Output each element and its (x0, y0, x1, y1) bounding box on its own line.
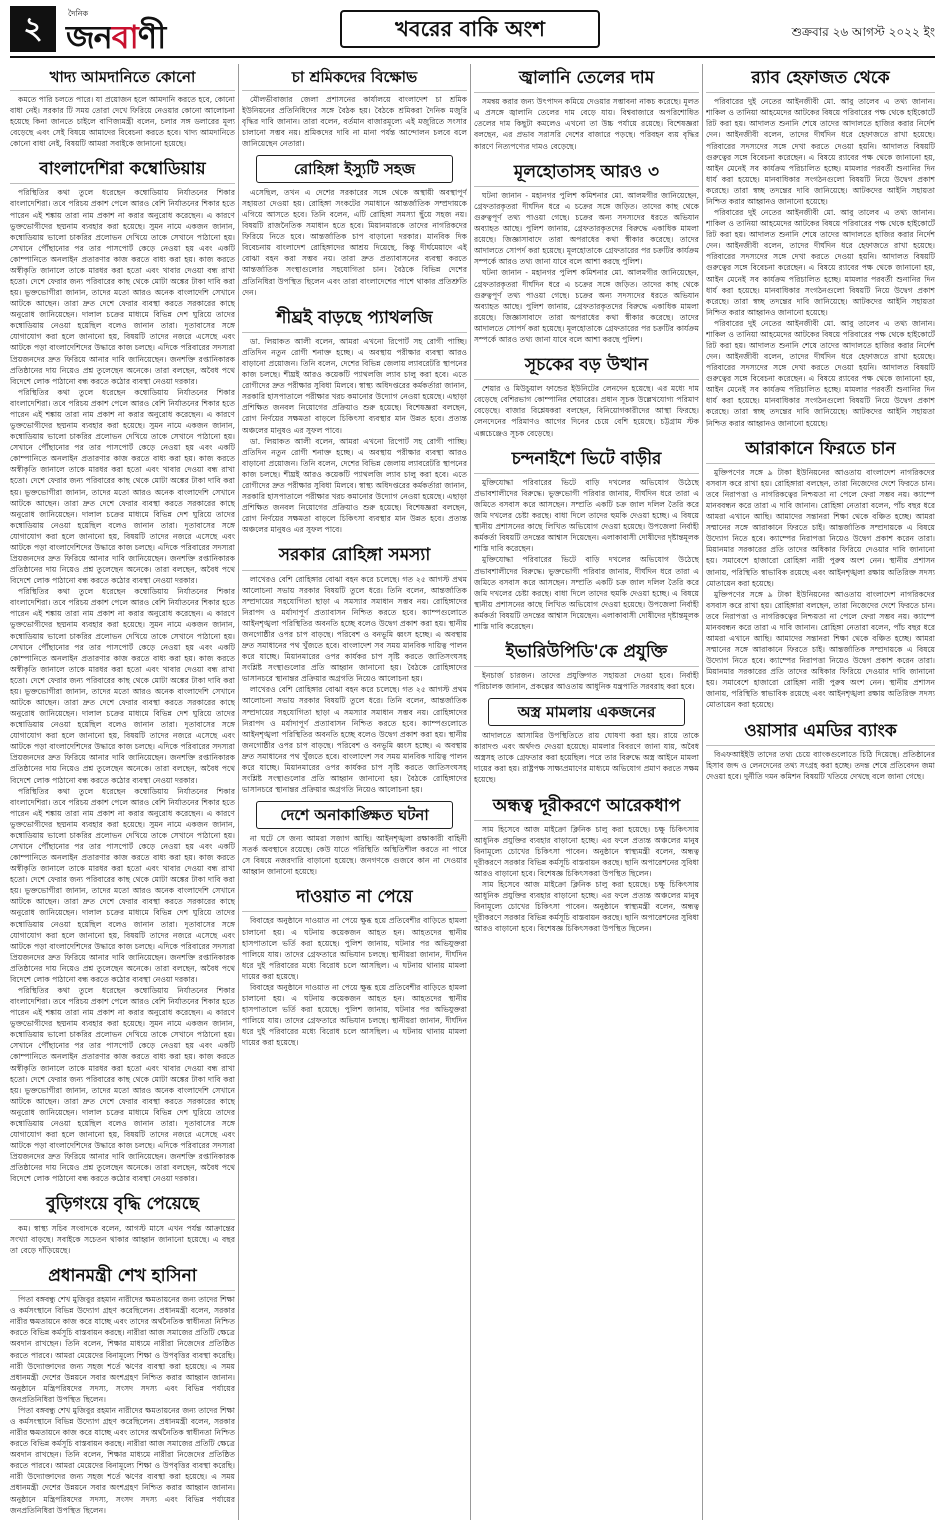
story-body: পিতা বঙ্গবন্ধু শেখ মুজিবুর রহমান নারীদের ক্ষমতায়নের জন্য তাদের শিক্ষা ও কর্মসংস্থানে বিভিন্ন উদ্যোগ গ্রহণ করেছিলেন। প্রধানমন্ত্রী বলেন, সরকার নারীর ক্ষমতায়নে কাজ করে যাচ্ছে এবং তাদের অর্থনৈতিক স্বাধীনতা নিশ্চিত করতে বিভিন্ন কর্মসূচি বাস্তবায়ন করছে। নারীরা আজ সমাজের প্রতিটি ক্ষেত্রে অবদান রাখছেন। তিনি বলেন, শিক্ষার মাধ্যমে নারীরা নিজেদের প্রতিষ্ঠিত করতে পারবে। আমরা মেয়েদের বিনামূল্যে শিক্ষা ও উপবৃত্তির ব্যবস্থা করেছি। নারী উদ্যোক্তাদের জন্য সহজ শর্তে ঋণের ব্যবস্থা করা হয়েছে। এ সময় প্রধানমন্ত্রী দেশের উন্নয়নে সবার অংশগ্রহণ নিশ্চিত করার আহ্বান জানান। অনুষ্ঠানে মন্ত্রিপরিষদের সদস্য, সংসদ সদস্য এবং বিভিন্ন পর্যায়ের জনপ্রতিনিধিরা উপস্থিত ছিলেন। (10, 1295, 235, 1404)
story-body-continued: ডা. লিয়াকত আলী বলেন, আমরা এখনো রিপোর্ট সহ রোগী পাচ্ছি। প্রতিদিন নতুন রোগী শনাক্ত হচ্ছে। এ অবস্থায় পরীক্ষার ব্যবস্থা আরও বাড়ানো প্রয়োজন। তিনি বলেন, দেশের বিভিন্ন জেলায় ল্যাবরেটরি স্থাপনের কাজ চলছে। শীঘ্রই আরও কয়েকটি প্যাথলজি ল্যাব চালু করা হবে। এতে রোগীদের দ্রুত পরীক্ষার সুবিধা মিলবে। স্বাস্থ্য অধিদপ্তরের কর্মকর্তারা জানান, সরকারি হাসপাতালে পরীক্ষার খরচ কমানোর উদ্যোগ নেওয়া হয়েছে। এছাড়া প্রশিক্ষিত জনবল নিয়োগের প্রক্রিয়াও শুরু হয়েছে। বিশেষজ্ঞরা বলছেন, রোগ নির্ণয়ের সক্ষমতা বাড়লে চিকিৎসা ব্যবস্থার মান উন্নত হবে। প্রত্যন্ত অঞ্চলের মানুষও এর সুফল পাবে। (242, 436, 467, 535)
story-buriganga (10, 1190, 235, 1255)
story-headline: প্রধানমন্ত্রী শেখ হাসিনা (10, 1262, 235, 1291)
story-body: বিএফআইইউ তাদের তথ্য চেয়ে ব্যাংকগুলোতে চিঠি দিয়েছে। প্রতিষ্ঠানের হিসাব জব্দ ও লেনদেনের তথ্য সংগ্রহ করা হচ্ছে। তদন্ত শেষে প্রতিবেদন জমা দেওয়া হবে। দুর্নীতি দমন কমিশন বিষয়টি খতিয়ে দেখছে বলে জানা গেছে। (706, 749, 935, 781)
newspaper-logo (62, 6, 232, 56)
story-body: আদালতে আসামির উপস্থিতিতে রায় ঘোষণা করা হয়। রায়ে তাকে কারাদণ্ড এবং অর্থদণ্ড দেওয়া হয়েছে। মামলার বিবরণে জানা যায়, অবৈধ অস্ত্রসহ তাকে গ্রেফতার করা হয়েছিল। পরে তার বিরুদ্ধে অস্ত্র আইনে মামলা দায়ের করা হয়। রাষ্ট্রপক্ষ সাক্ষ্যপ্রমাণের মাধ্যমে অভিযোগ প্রমাণ করতে সক্ষম হয়েছে। (474, 731, 699, 785)
story-body: পরিস্থিতির কথা তুলে ধরেছেন কম্বোডিয়ায় নির্যাতনের শিকার বাংলাদেশিরা। তবে পরিচয় প্রকাশ পেলে আরও বেশি নির্যাতনের শিকার হতে পারেন এই শঙ্কায় তারা নাম প্রকাশ না করার অনুরোধ করেছেন। এ কারণে ভুক্তভোগীদের ছদ্মনাম ব্যবহার করা হয়েছে। সুমন নামে একজন জানান, কম্বোডিয়ায় ভালো চাকরির প্রলোভন দেখিয়ে তাকে সেখানে পাঠানো হয়। সেখানে পৌঁছানোর পর তার পাসপোর্ট কেড়ে নেওয়া হয় এবং একটি কোম্পানিতে অনলাইন প্রতারণার কাজ করতে বাধ্য করা হয়। কাজ করতে অস্বীকৃতি জানালে তাকে মারধর করা হতো এবং খাবার দেওয়া বন্ধ রাখা হতো। দেশে ফেরার জন্য পরিবারের কাছ থেকে মোটা অঙ্কের টাকা দাবি করা হয়। ভুক্তভোগীরা জানান, তাদের মতো আরও অনেক বাংলাদেশি সেখানে আটকে আছেন। তারা দ্রুত দেশে ফেরার ব্যবস্থা করতে সরকারের কাছে অনুরোধ জানিয়েছেন। দালাল চক্রের মাধ্যমে বিভিন্ন দেশ ঘুরিয়ে তাদের কম্বোডিয়ায় নেওয়া হয়েছিল বলেও জানান তারা। দূতাবাসের সঙ্গে যোগাযোগ করা হলে জানানো হয়, বিষয়টি তাদের নজরে এসেছে এবং আটকে পড়া বাংলাদেশিদের উদ্ধারে কাজ চলছে। এদিকে পরিবারের সদস্যরা প্রিয়জনদের দ্রুত ফিরিয়ে আনার দাবি জানিয়েছেন। জনশক্তি রপ্তানিকারক প্রতিষ্ঠানের দায় নিয়েও প্রশ্ন তুলেছেন অনেকে। তারা বলছেন, অবৈধ পথে বিদেশে লোক পাঠানো বন্ধ করতে কঠোর ব্যবস্থা নেওয়া দরকার। (10, 188, 235, 386)
column-4 (706, 64, 935, 1520)
story-headline: র‍্যাব হেফাজত থেকে (706, 64, 935, 93)
story-stock-index (474, 351, 699, 439)
story-body: পরিবারের দুই নেতের আইনজীবী মো. আবু তালেব এ তথ্য জানান। শাকিল ও তানিয়া আহমেদের আটকের বিষয়ে পরিবারের পক্ষ থেকে হাইকোর্টে রিট করা হয়। আদালত শুনানি শেষে তাদের আদালতে হাজির করার নির্দেশ দেন। আইনজীবী বলেন, তাদের দীর্ঘদিন ধরে হেফাজতে রাখা হয়েছে। পরিবারের সদস্যদের সঙ্গে দেখা করতে দেওয়া হয়নি। আদালত বিষয়টি গুরুত্বের সঙ্গে বিবেচনা করেছেন। এ বিষয়ে র‍্যাবের পক্ষ থেকে জানানো হয়, আইন মেনেই সব কার্যক্রম পরিচালিত হচ্ছে। মামলার পরবর্তী শুনানির দিন ধার্য করা হয়েছে। মানবাধিকার সংগঠনগুলো বিষয়টি নিয়ে উদ্বেগ প্রকাশ করেছে। তারা স্বচ্ছ তদন্তের দাবি জানিয়েছে। আটকদের আইনি সহায়তা নিশ্চিত করার আহ্বানও জানানো হয়েছে। (706, 97, 935, 206)
story-body: না ঘটে সে জন্য আমরা সজাগ আছি। আইনশৃঙ্খলা রক্ষাকারী বাহিনী সতর্ক অবস্থানে রয়েছে। কেউ যাতে পরিস্থিতি অস্থিতিশীল করতে না পারে সে বিষয়ে নজরদারি বাড়ানো হয়েছে। জনগণকে গুজবে কান না দেওয়ার আহ্বান জানানো হয়েছে। (242, 833, 467, 877)
story-headline: অস্ত্র মামলায় একজনের (488, 698, 685, 726)
story-body-continued: পরিস্থিতির কথা তুলে ধরেছেন কম্বোডিয়ায় নির্যাতনের শিকার বাংলাদেশিরা। তবে পরিচয় প্রকাশ পেলে আরও বেশি নির্যাতনের শিকার হতে পারেন এই শঙ্কায় তারা নাম প্রকাশ না করার অনুরোধ করেছেন। এ কারণে ভুক্তভোগীদের ছদ্মনাম ব্যবহার করা হয়েছে। সুমন নামে একজন জানান, কম্বোডিয়ায় ভালো চাকরির প্রলোভন দেখিয়ে তাকে সেখানে পাঠানো হয়। সেখানে পৌঁছানোর পর তার পাসপোর্ট কেড়ে নেওয়া হয় এবং একটি কোম্পানিতে অনলাইন প্রতারণার কাজ করতে বাধ্য করা হয়। কাজ করতে অস্বীকৃতি জানালে তাকে মারধর করা হতো এবং খাবার দেওয়া বন্ধ রাখা হতো। দেশে ফেরার জন্য পরিবারের কাছ থেকে মোটা অঙ্কের টাকা দাবি করা হয়। ভুক্তভোগীরা জানান, তাদের মতো আরও অনেক বাংলাদেশি সেখানে আটকে আছেন। তারা দ্রুত দেশে ফেরার ব্যবস্থা করতে সরকারের কাছে অনুরোধ জানিয়েছেন। দালাল চক্রের মাধ্যমে বিভিন্ন দেশ ঘুরিয়ে তাদের কম্বোডিয়ায় নেওয়া হয়েছিল বলেও জানান তারা। দূতাবাসের সঙ্গে যোগাযোগ করা হলে জানানো হয়, বিষয়টি তাদের নজরে এসেছে এবং আটকে পড়া বাংলাদেশিদের উদ্ধারে কাজ চলছে। এদিকে পরিবারের সদস্যরা প্রিয়জনদের দ্রুত ফিরিয়ে আনার দাবি জানিয়েছেন। জনশক্তি রপ্তানিকারক প্রতিষ্ঠানের দায় নিয়েও প্রশ্ন তুলেছেন অনেকে। তারা বলছেন, অবৈধ পথে বিদেশে লোক পাঠানো বন্ধ করতে কঠোর ব্যবস্থা নেওয়া দরকার। (10, 387, 235, 586)
logo-part-1: জন (66, 18, 112, 56)
story-food-import (10, 64, 235, 149)
logo-part-2: াণী (137, 18, 166, 56)
story-body: মুক্তিযোদ্ধা পরিবারের ভিটে বাড়ি দখলের অভিযোগ উঠেছে প্রভাবশালীদের বিরুদ্ধে। ভুক্তভোগী পরিবার জানায়, দীর্ঘদিন ধরে তারা এ জমিতে বসবাস করে আসছেন। সম্প্রতি একটি চক্র জাল দলিল তৈরি করে জমি দখলের চেষ্টা করছে। বাধা দিলে তাদের হুমকি দেওয়া হচ্ছে। এ বিষয়ে স্থানীয় প্রশাসনের কাছে লিখিত অভিযোগ দেওয়া হয়েছে। উপজেলা নির্বাহী কর্মকর্তা বিষয়টি তদন্তের আশ্বাস দিয়েছেন। এলাকাবাসী দোষীদের দৃষ্টান্তমূলক শাস্তি দাবি করেছেন। (474, 477, 699, 554)
story-prime-minister (10, 1262, 235, 1516)
story-headline: খাদ্য আমদানিতে কোনো (10, 64, 235, 91)
column-1 (10, 64, 235, 1520)
story-headline: আরাকানে ফিরতে চান (706, 435, 935, 464)
column-3 (474, 64, 699, 1520)
story-body-continued: পরিস্থিতির কথা তুলে ধরেছেন কম্বোডিয়ায় নির্যাতনের শিকার বাংলাদেশিরা। তবে পরিচয় প্রকাশ পেলে আরও বেশি নির্যাতনের শিকার হতে পারেন এই শঙ্কায় তারা নাম প্রকাশ না করার অনুরোধ করেছেন। এ কারণে ভুক্তভোগীদের ছদ্মনাম ব্যবহার করা হয়েছে। সুমন নামে একজন জানান, কম্বোডিয়ায় ভালো চাকরির প্রলোভন দেখিয়ে তাকে সেখানে পাঠানো হয়। সেখানে পৌঁছানোর পর তার পাসপোর্ট কেড়ে নেওয়া হয় এবং একটি কোম্পানিতে অনলাইন প্রতারণার কাজ করতে বাধ্য করা হয়। কাজ করতে অস্বীকৃতি জানালে তাকে মারধর করা হতো এবং খাবার দেওয়া বন্ধ রাখা হতো। দেশে ফেরার জন্য পরিবারের কাছ থেকে মোটা অঙ্কের টাকা দাবি করা হয়। ভুক্তভোগীরা জানান, তাদের মতো আরও অনেক বাংলাদেশি সেখানে আটকে আছেন। তারা দ্রুত দেশে ফেরার ব্যবস্থা করতে সরকারের কাছে অনুরোধ জানিয়েছেন। দালাল চক্রের মাধ্যমে বিভিন্ন দেশ ঘুরিয়ে তাদের কম্বোডিয়ায় নেওয়া হয়েছিল বলেও জানান তারা। দূতাবাসের সঙ্গে যোগাযোগ করা হলে জানানো হয়, বিষয়টি তাদের নজরে এসেছে এবং আটকে পড়া বাংলাদেশিদের উদ্ধারে কাজ চলছে। এদিকে পরিবারের সদস্যরা প্রিয়জনদের দ্রুত ফিরিয়ে আনার দাবি জানিয়েছেন। জনশক্তি রপ্তানিকারক প্রতিষ্ঠানের দায় নিয়েও প্রশ্ন তুলেছেন অনেকে। তারা বলছেন, অবৈধ পথে বিদেশে লোক পাঠানো বন্ধ করতে কঠোর ব্যবস্থা নেওয়া দরকার। (10, 986, 235, 1184)
story-headline: ইভারিউপিডি'কে প্রযুক্তি (474, 638, 699, 667)
story-chandanaish (474, 445, 699, 632)
story-body: ডা. লিয়াকত আলী বলেন, আমরা এখনো রিপোর্ট সহ রোগী পাচ্ছি। প্রতিদিন নতুন রোগী শনাক্ত হচ্ছে। এ অবস্থায় পরীক্ষার ব্যবস্থা আরও বাড়ানো প্রয়োজন। তিনি বলেন, দেশের বিভিন্ন জেলায় ল্যাবরেটরি স্থাপনের কাজ চলছে। শীঘ্রই আরও কয়েকটি প্যাথলজি ল্যাব চালু করা হবে। এতে রোগীদের দ্রুত পরীক্ষার সুবিধা মিলবে। স্বাস্থ্য অধিদপ্তরের কর্মকর্তারা জানান, সরকারি হাসপাতালে পরীক্ষার খরচ কমানোর উদ্যোগ নেওয়া হয়েছে। এছাড়া প্রশিক্ষিত জনবল নিয়োগের প্রক্রিয়াও শুরু হয়েছে। বিশেষজ্ঞরা বলছেন, রোগ নির্ণয়ের সক্ষমতা বাড়লে চিকিৎসা ব্যবস্থার মান উন্নত হবে। প্রত্যন্ত অঞ্চলের মানুষও এর সুফল পাবে। (242, 336, 467, 435)
column-divider (238, 64, 239, 1520)
column-divider (470, 64, 471, 1520)
column-divider (702, 64, 703, 1520)
story-arakan (706, 435, 935, 711)
story-body: সমন্বয় করার জন্য উৎপাদন কমিয়ে দেওয়ার সম্ভাবনা নাকচ করেছে। মূলত এ প্রসঙ্গে জ্বালানি তেলের দাম বেড়ে যায়। বিশ্ববাজারে অপরিশোধিত তেলের দাম কিছুটা কমলেও এখনো তা উচ্চ পর্যায়ে রয়েছে। বিশেষজ্ঞরা বলছেন, এর প্রভাব সরাসরি দেশের বাজারে পড়ছে। পরিবহন ব্যয় বৃদ্ধির কারণে নিত্যপণ্যের দামও বেড়েছে। (474, 97, 699, 151)
story-tea-workers (242, 64, 467, 149)
story-body-continued: পরিস্থিতির কথা তুলে ধরেছেন কম্বোডিয়ায় নির্যাতনের শিকার বাংলাদেশিরা। তবে পরিচয় প্রকাশ পেলে আরও বেশি নির্যাতনের শিকার হতে পারেন এই শঙ্কায় তারা নাম প্রকাশ না করার অনুরোধ করেছেন। এ কারণে ভুক্তভোগীদের ছদ্মনাম ব্যবহার করা হয়েছে। সুমন নামে একজন জানান, কম্বোডিয়ায় ভালো চাকরির প্রলোভন দেখিয়ে তাকে সেখানে পাঠানো হয়। সেখানে পৌঁছানোর পর তার পাসপোর্ট কেড়ে নেওয়া হয় এবং একটি কোম্পানিতে অনলাইন প্রতারণার কাজ করতে বাধ্য করা হয়। কাজ করতে অস্বীকৃতি জানালে তাকে মারধর করা হতো এবং খাবার দেওয়া বন্ধ রাখা হতো। দেশে ফেরার জন্য পরিবারের কাছ থেকে মোটা অঙ্কের টাকা দাবি করা হয়। ভুক্তভোগীরা জানান, তাদের মতো আরও অনেক বাংলাদেশি সেখানে আটকে আছেন। তারা দ্রুত দেশে ফেরার ব্যবস্থা করতে সরকারের কাছে অনুরোধ জানিয়েছেন। দালাল চক্রের মাধ্যমে বিভিন্ন দেশ ঘুরিয়ে তাদের কম্বোডিয়ায় নেওয়া হয়েছিল বলেও জানান তারা। দূতাবাসের সঙ্গে যোগাযোগ করা হলে জানানো হয়, বিষয়টি তাদের নজরে এসেছে এবং আটকে পড়া বাংলাদেশিদের উদ্ধারে কাজ চলছে। এদিকে পরিবারের সদস্যরা প্রিয়জনদের দ্রুত ফিরিয়ে আনার দাবি জানিয়েছেন। জনশক্তি রপ্তানিকারক প্রতিষ্ঠানের দায় নিয়েও প্রশ্ন তুলেছেন অনেকে। তারা বলছেন, অবৈধ পথে বিদেশে লোক পাঠানো বন্ধ করতে কঠোর ব্যবস্থা নেওয়া দরকার। (10, 786, 235, 984)
story-headline: চা শ্রমিকদের বিক্ষোভ (242, 64, 467, 91)
story-blindness (474, 792, 699, 935)
story-body-continued: পিতা বঙ্গবন্ধু শেখ মুজিবুর রহমান নারীদের ক্ষমতায়নের জন্য তাদের শিক্ষা ও কর্মসংস্থানে বিভিন্ন উদ্যোগ গ্রহণ করেছিলেন। প্রধানমন্ত্রী বলেন, সরকার নারীর ক্ষমতায়নে কাজ করে যাচ্ছে এবং তাদের অর্থনৈতিক স্বাধীনতা নিশ্চিত করতে বিভিন্ন কর্মসূচি বাস্তবায়ন করছে। নারীরা আজ সমাজের প্রতিটি ক্ষেত্রে অবদান রাখছেন। তিনি বলেন, শিক্ষার মাধ্যমে নারীরা নিজেদের প্রতিষ্ঠিত করতে পারবে। আমরা মেয়েদের বিনামূল্যে শিক্ষা ও উপবৃত্তির ব্যবস্থা করেছি। নারী উদ্যোক্তাদের জন্য সহজ শর্তে ঋণের ব্যবস্থা করা হয়েছে। এ সময় প্রধানমন্ত্রী দেশের উন্নয়নে সবার অংশগ্রহণ নিশ্চিত করার আহ্বান জানান। অনুষ্ঠানে মন্ত্রিপরিষদের সদস্য, সংসদ সদস্য এবং বিভিন্ন পর্যায়ের জনপ্রতিনিধিরা উপস্থিত ছিলেন। (10, 1405, 235, 1515)
story-headline: দেশে অনাকাঙ্ক্ষিত ঘটনা (256, 801, 453, 829)
story-body-continued: পরিস্থিতির কথা তুলে ধরেছেন কম্বোডিয়ায় নির্যাতনের শিকার বাংলাদেশিরা। তবে পরিচয় প্রকাশ পেলে আরও বেশি নির্যাতনের শিকার হতে পারেন এই শঙ্কায় তারা নাম প্রকাশ না করার অনুরোধ করেছেন। এ কারণে ভুক্তভোগীদের ছদ্মনাম ব্যবহার করা হয়েছে। সুমন নামে একজন জানান, কম্বোডিয়ায় ভালো চাকরির প্রলোভন দেখিয়ে তাকে সেখানে পাঠানো হয়। সেখানে পৌঁছানোর পর তার পাসপোর্ট কেড়ে নেওয়া হয় এবং একটি কোম্পানিতে অনলাইন প্রতারণার কাজ করতে বাধ্য করা হয়। কাজ করতে অস্বীকৃতি জানালে তাকে মারধর করা হতো এবং খাবার দেওয়া বন্ধ রাখা হতো। দেশে ফেরার জন্য পরিবারের কাছ থেকে মোটা অঙ্কের টাকা দাবি করা হয়। ভুক্তভোগীরা জানান, তাদের মতো আরও অনেক বাংলাদেশি সেখানে আটকে আছেন। তারা দ্রুত দেশে ফেরার ব্যবস্থা করতে সরকারের কাছে অনুরোধ জানিয়েছেন। দালাল চক্রের মাধ্যমে বিভিন্ন দেশ ঘুরিয়ে তাদের কম্বোডিয়ায় নেওয়া হয়েছিল বলেও জানান তারা। দূতাবাসের সঙ্গে যোগাযোগ করা হলে জানানো হয়, বিষয়টি তাদের নজরে এসেছে এবং আটকে পড়া বাংলাদেশিদের উদ্ধারে কাজ চলছে। এদিকে পরিবারের সদস্যরা প্রিয়জনদের দ্রুত ফিরিয়ে আনার দাবি জানিয়েছেন। জনশক্তি রপ্তানিকারক প্রতিষ্ঠানের দায় নিয়েও প্রশ্ন তুলেছেন অনেকে। তারা বলছেন, অবৈধ পথে বিদেশে লোক পাঠানো বন্ধ করতে কঠোর ব্যবস্থা নেওয়া দরকার। (10, 587, 235, 785)
story-invitation (242, 883, 467, 1048)
story-headline: সূচকের বড় উত্থান (474, 351, 699, 380)
story-body: এসেছিল, তখন এ দেশের সরকারের সঙ্গে থেকে অস্থায়ী অবস্থাপূর্ণ সহায়তা দেওয়া হয়। রোহিঙ্গা সংকটের সমাধানে আন্তর্জাতিক সম্প্রদায়কে এগিয়ে আসতে হবে। তিনি বলেন, এটি রোহিঙ্গা সমস্যা ছুঁয়ে সহজ নয়। বিষয়টি রাজনৈতিক সমাধান হতে হবে। মিয়ানমারকে তাদের নাগরিকদের ফিরিয়ে নিতে হবে। আন্তর্জাতিক চাপ বাড়ানো দরকার। মানবিক দিক বিবেচনায় বাংলাদেশ রোহিঙ্গাদের আশ্রয় দিয়েছে, কিন্তু দীর্ঘমেয়াদে এই বোঝা বহন করা সম্ভব নয়। তারা দ্রুত প্রত্যাবাসনের ব্যবস্থা করতে আন্তর্জাতিক সংস্থাগুলোর সহযোগিতা চান। বৈঠকে বিভিন্ন দেশের প্রতিনিধিরা উপস্থিত ছিলেন এবং তারা বাংলাদেশের পাশে থাকার প্রতিশ্রুতি দেন। (242, 187, 467, 297)
story-body: মৌলভীবাজার জেলা প্রশাসনের কার্যালয়ে বাংলাদেশ চা শ্রমিক ইউনিয়নের প্রতিনিধিদের সঙ্গে বৈঠক হয়। বৈঠকে শ্রমিকরা দৈনিক মজুরি বৃদ্ধির দাবি জানান। তারা বলেন, বর্তমান বাজারমূল্যে এই মজুরিতে সংসার চালানো সম্ভব নয়। শ্রমিকদের দাবি না মানা পর্যন্ত আন্দোলন চলবে বলে জানিয়েছেন নেতারা। (242, 94, 467, 149)
story-headline: মূলহোতাসহ আরও ৩ (474, 158, 699, 187)
story-body: শেয়ার ও মিউচুয়াল ফান্ডের ইউনিটের লেনদেন হয়েছে। এর মধ্যে দাম বেড়েছে বেশিরভাগ কোম্পানির শেয়ারের। প্রধান সূচক উল্লেখযোগ্য পরিমাণ বেড়েছে। বাজার বিশ্লেষকরা বলছেন, বিনিয়োগকারীদের আস্থা ফিরছে। লেনদেনের পরিমাণও আগের দিনের চেয়ে বেশি হয়েছে। চট্টগ্রাম স্টক এক্সচেঞ্জেও সূচক বেড়েছে। (474, 384, 699, 438)
story-body-continued: পরিবারের দুই নেতের আইনজীবী মো. আবু তালেব এ তথ্য জানান। শাকিল ও তানিয়া আহমেদের আটকের বিষয়ে পরিবারের পক্ষ থেকে হাইকোর্টে রিট করা হয়। আদালত শুনানি শেষে তাদের আদালতে হাজির করার নির্দেশ দেন। আইনজীবী বলেন, তাদের দীর্ঘদিন ধরে হেফাজতে রাখা হয়েছে। পরিবারের সদস্যদের সঙ্গে দেখা করতে দেওয়া হয়নি। আদালত বিষয়টি গুরুত্বের সঙ্গে বিবেচনা করেছেন। এ বিষয়ে র‍্যাবের পক্ষ থেকে জানানো হয়, আইন মেনেই সব কার্যক্রম পরিচালিত হচ্ছে। মামলার পরবর্তী শুনানির দিন ধার্য করা হয়েছে। মানবাধিকার সংগঠনগুলো বিষয়টি নিয়ে উদ্বেগ প্রকাশ করেছে। তারা স্বচ্ছ তদন্তের দাবি জানিয়েছে। আটকদের আইনি সহায়তা নিশ্চিত করার আহ্বানও জানানো হয়েছে। (706, 208, 935, 317)
story-body-continued: মুক্তিযোদ্ধা পরিবারের ভিটে বাড়ি দখলের অভিযোগ উঠেছে প্রভাবশালীদের বিরুদ্ধে। ভুক্তভোগী পরিবার জানায়, দীর্ঘদিন ধরে তারা এ জমিতে বসবাস করে আসছেন। সম্প্রতি একটি চক্র জাল দলিল তৈরি করে জমি দখলের চেষ্টা করছে। বাধা দিলে তাদের হুমকি দেওয়া হচ্ছে। এ বিষয়ে স্থানীয় প্রশাসনের কাছে লিখিত অভিযোগ দেওয়া হয়েছে। উপজেলা নির্বাহী কর্মকর্তা বিষয়টি তদন্তের আশ্বাস দিয়েছেন। এলাকাবাসী দোষীদের দৃষ্টান্তমূলক শাস্তি দাবি করেছেন। (474, 555, 699, 631)
logo-wordmark (66, 12, 165, 66)
story-unwanted-incident (242, 801, 467, 877)
story-body: ইনচার্জ চারজন। তাদের প্রযুক্তিগত সহায়তা দেওয়া হবে। নির্বাহী পরিচালক জানান, প্রকল্পের আওতায় আধুনিক যন্ত্রপাতি সরবরাহ করা হবে। (474, 671, 699, 692)
story-body: মুক্তিপণের সঙ্গে ৯ টাকা ইউনিয়নের আওতায় বাংলাদেশ নাগরিকদের বসবাস করে রাখা হয়। রোহিঙ্গারা বলছেন, তারা নিজেদের দেশে ফিরতে চান। তবে নিরাপত্তা ও নাগরিকত্বের নিশ্চয়তা না পেলে ফেরা সম্ভব নয়। ক্যাম্পে মানববন্ধন করে তারা এ দাবি জানান। রোহিঙ্গা নেতারা বলেন, পাঁচ বছর ধরে আমরা এখানে আছি। আমাদের সন্তানরা শিক্ষা থেকে বঞ্চিত হচ্ছে। আমরা সম্মানের সঙ্গে আরাকানে ফিরতে চাই। আন্তর্জাতিক সম্প্রদায়কে এ বিষয়ে উদ্যোগ নিতে হবে। ক্যাম্পের নিরাপত্তা নিয়েও উদ্বেগ প্রকাশ করেন তারা। মিয়ানমার সরকারের প্রতি তাদের অধিকার ফিরিয়ে দেওয়ার দাবি জানানো হয়। সমাবেশে হাজারো রোহিঙ্গা নারী পুরুষ অংশ নেন। স্থানীয় প্রশাসন জানায়, পরিস্থিতি স্বাভাবিক রয়েছে এবং আইনশৃঙ্খলা রক্ষায় অতিরিক্ত সদস্য মোতায়েন করা হয়েছে। (706, 467, 935, 588)
story-body: ঘটনা জানান - মহানগর পুলিশ কমিশনার মো. আলমগীর জানিয়েছেন, গ্রেফতারকৃতরা দীর্ঘদিন ধরে এ চক্রের সঙ্গে জড়িত। তাদের কাছ থেকে গুরুত্বপূর্ণ তথ্য পাওয়া গেছে। চক্রের অন্য সদস্যদের ধরতে অভিযান অব্যাহত আছে। পুলিশ জানায়, গ্রেফতারকৃতদের বিরুদ্ধে একাধিক মামলা রয়েছে। জিজ্ঞাসাবাদে তারা অপরাধের কথা স্বীকার করেছে। তাদের আদালতে সোপর্দ করা হয়েছে। মূলহোতাকে গ্রেফতারের পর চক্রটির কার্যক্রম সম্পর্কে আরও তথ্য জানা যাবে বলে আশা করছে পুলিশ। (474, 190, 699, 267)
story-headline: রোহিঙ্গা ইস্যুটি সহজ (256, 155, 453, 183)
logo-subtitle: দৈনিক (68, 9, 89, 18)
story-body-continued: লাখেরও বেশি রোহিঙ্গার বোঝা বহন করে চলেছে। গত ২৫ আগস্ট প্রথম আলোচনা সভায় সরকার বিষয়টি তুলে ধরে। তিনি বলেন, আন্তর্জাতিক সম্প্রদায়ের সহযোগিতা ছাড়া এ সমস্যার সমাধান সম্ভব নয়। রোহিঙ্গাদের নিরাপদ ও মর্যাদাপূর্ণ প্রত্যাবাসন নিশ্চিত করতে হবে। ক্যাম্পগুলোতে আইনশৃঙ্খলা পরিস্থিতির অবনতি হচ্ছে বলেও উদ্বেগ প্রকাশ করা হয়। স্থানীয় জনগোষ্ঠীর ওপর চাপ বাড়ছে। পরিবেশ ও বনভূমি ধ্বংস হচ্ছে। এ অবস্থায় দ্রুত সমাধানের পথ খুঁজতে হবে। বাংলাদেশ সব সময় মানবিক দায়িত্ব পালন করে যাচ্ছে। মিয়ানমারের ওপর কার্যকর চাপ সৃষ্টি করতে জাতিসংঘসহ সংশ্লিষ্ট সংস্থাগুলোর প্রতি আহ্বান জানানো হয়। বৈঠকে রোহিঙ্গাদের ভাসানচরে স্থানান্তর প্রক্রিয়ার অগ্রগতি নিয়েও আলোচনা হয়। (242, 685, 467, 795)
story-headline: সরকার রোহিঙ্গা সমস্যা (242, 541, 467, 570)
story-ringleader (474, 158, 699, 345)
story-body: কমতে পারি চলতে পারে। যা প্রয়োজন হলে আমদানি করতে হবে, কোনো বাধা নেই। সরকার টি সময় তোরা দেখে ফিরিয়ে নেওয়ার কোনো আলোচনা হয়েছে কিনা জানতে চাইলে বাণিজ্যমন্ত্রী বলেন, চলার সঙ্গ ডলারের মূল্য বেড়েছে এবং সেই বিষয়ে আমাদের বিবেচনা করতে হবে। খাদ্য আমদানিতে কোনো বাধা নেই, বিষয়টি আমরা সবাইকে জানানো হয়েছে। (10, 94, 235, 149)
story-body: লাখেরও বেশি রোহিঙ্গার বোঝা বহন করে চলেছে। গত ২৫ আগস্ট প্রথম আলোচনা সভায় সরকার বিষয়টি তুলে ধরে। তিনি বলেন, আন্তর্জাতিক সম্প্রদায়ের সহযোগিতা ছাড়া এ সমস্যার সমাধান সম্ভব নয়। রোহিঙ্গাদের নিরাপদ ও মর্যাদাপূর্ণ প্রত্যাবাসন নিশ্চিত করতে হবে। ক্যাম্পগুলোতে আইনশৃঙ্খলা পরিস্থিতির অবনতি হচ্ছে বলেও উদ্বেগ প্রকাশ করা হয়। স্থানীয় জনগোষ্ঠীর ওপর চাপ বাড়ছে। পরিবেশ ও বনভূমি ধ্বংস হচ্ছে। এ অবস্থায় দ্রুত সমাধানের পথ খুঁজতে হবে। বাংলাদেশ সব সময় মানবিক দায়িত্ব পালন করে যাচ্ছে। মিয়ানমারের ওপর কার্যকর চাপ সৃষ্টি করতে জাতিসংঘসহ সংশ্লিষ্ট সংস্থাগুলোর প্রতি আহ্বান জানানো হয়। বৈঠকে রোহিঙ্গাদের ভাসানচরে স্থানান্তর প্রক্রিয়ার অগ্রগতি নিয়েও আলোচনা হয়। (242, 574, 467, 684)
masthead (10, 6, 935, 58)
page-number: ২ (10, 6, 56, 52)
story-headline: বুড়িগংয়ে বৃদ্ধি পেয়েছে (10, 1190, 235, 1219)
story-rohingya-issue (242, 155, 467, 298)
story-headline: শীঘ্রই বাড়ছে প্যাথলজি (242, 304, 467, 333)
story-body: বিবাহের অনুষ্ঠানে দাওয়াত না পেয়ে ক্ষুব্ধ হয়ে প্রতিবেশীর বাড়িতে হামলা চালানো হয়। এ ঘটনায় কয়েকজন আহত হন। আহতদের স্থানীয় হাসপাতালে ভর্তি করা হয়েছে। পুলিশ জানায়, ঘটনার পর অভিযুক্তরা পালিয়ে যায়। তাদের গ্রেফতারে অভিযান চলছে। স্থানীয়রা জানান, দীর্ঘদিন ধরে দুই পরিবারের মধ্যে বিরোধ চলে আসছিল। এ ঘটনায় থানায় মামলা দায়ের করা হয়েছে। (242, 916, 467, 981)
story-arms-case (474, 698, 699, 785)
story-body-continued: ঘটনা জানান - মহানগর পুলিশ কমিশনার মো. আলমগীর জানিয়েছেন, গ্রেফতারকৃতরা দীর্ঘদিন ধরে এ চক্রের সঙ্গে জড়িত। তাদের কাছ থেকে গুরুত্বপূর্ণ তথ্য পাওয়া গেছে। চক্রের অন্য সদস্যদের ধরতে অভিযান অব্যাহত আছে। পুলিশ জানায়, গ্রেফতারকৃতদের বিরুদ্ধে একাধিক মামলা রয়েছে। জিজ্ঞাসাবাদে তারা অপরাধের কথা স্বীকার করেছে। তাদের আদালতে সোপর্দ করা হয়েছে। মূলহোতাকে গ্রেফতারের পর চক্রটির কার্যক্রম সম্পর্কে আরও তথ্য জানা যাবে বলে আশা করছে পুলিশ। (474, 268, 699, 344)
dateline: শুক্রবার ২৬ আগস্ট ২০২২ ইং (791, 25, 935, 39)
story-cambodia (10, 155, 235, 1184)
story-body: কম। স্বাস্থ্য সচিব সংবাদকে বলেন, আগস্ট মাসে এখন পর্যন্ত আক্রান্তের সংখ্যা বাড়ছে। সবাইকে সচেতন থাকার আহ্বান জানানো হয়েছে। এ বছর তা বেড়ে দাঁড়িয়েছে। (10, 1223, 235, 1255)
story-body-continued: পরিবারের দুই নেতের আইনজীবী মো. আবু তালেব এ তথ্য জানান। শাকিল ও তানিয়া আহমেদের আটকের বিষয়ে পরিবারের পক্ষ থেকে হাইকোর্টে রিট করা হয়। আদালত শুনানি শেষে তাদের আদালতে হাজির করার নির্দেশ দেন। আইনজীবী বলেন, তাদের দীর্ঘদিন ধরে হেফাজতে রাখা হয়েছে। পরিবারের সদস্যদের সঙ্গে দেখা করতে দেওয়া হয়নি। আদালত বিষয়টি গুরুত্বের সঙ্গে বিবেচনা করেছেন। এ বিষয়ে র‍্যাবের পক্ষ থেকে জানানো হয়, আইন মেনেই সব কার্যক্রম পরিচালিত হচ্ছে। মামলার পরবর্তী শুনানির দিন ধার্য করা হয়েছে। মানবাধিকার সংগঠনগুলো বিষয়টি নিয়ে উদ্বেগ প্রকাশ করেছে। তারা স্বচ্ছ তদন্তের দাবি জানিয়েছে। আটকদের আইনি সহায়তা নিশ্চিত করার আহ্বানও জানানো হয়েছে। (706, 318, 935, 428)
story-wasa-md (706, 717, 935, 782)
story-headline: বাংলাদেশিরা কম্বোডিয়ায় (10, 155, 235, 184)
section-title: খবরের বাকি অংশ (340, 10, 600, 48)
story-rab-custody (706, 64, 935, 429)
story-body-continued: সাম হিসেবে আজ মাইক্রো ক্লিনিক চালু করা হয়েছে। চক্ষু চিকিৎসায় আধুনিক প্রযুক্তির ব্যবহার বাড়ানো হচ্ছে। এর ফলে প্রত্যন্ত অঞ্চলের মানুষ বিনামূল্যে চোখের চিকিৎসা পাবেন। অনুষ্ঠানে স্বাস্থ্যমন্ত্রী বলেন, অন্ধত্ব দূরীকরণে সরকার বিভিন্ন কর্মসূচি বাস্তবায়ন করছে। ছানি অপারেশনের সুবিধা আরও বাড়ানো হবে। বিশেষজ্ঞ চিকিৎসকরা উপস্থিত ছিলেন। (474, 880, 699, 934)
story-headline: চন্দনাইশে ভিটে বাড়ীর (474, 445, 699, 474)
story-body-continued: মুক্তিপণের সঙ্গে ৯ টাকা ইউনিয়নের আওতায় বাংলাদেশ নাগরিকদের বসবাস করে রাখা হয়। রোহিঙ্গারা বলছেন, তারা নিজেদের দেশে ফিরতে চান। তবে নিরাপত্তা ও নাগরিকত্বের নিশ্চয়তা না পেলে ফেরা সম্ভব নয়। ক্যাম্পে মানববন্ধন করে তারা এ দাবি জানান। রোহিঙ্গা নেতারা বলেন, পাঁচ বছর ধরে আমরা এখানে আছি। আমাদের সন্তানরা শিক্ষা থেকে বঞ্চিত হচ্ছে। আমরা সম্মানের সঙ্গে আরাকানে ফিরতে চাই। আন্তর্জাতিক সম্প্রদায়কে এ বিষয়ে উদ্যোগ নিতে হবে। ক্যাম্পের নিরাপত্তা নিয়েও উদ্বেগ প্রকাশ করেন তারা। মিয়ানমার সরকারের প্রতি তাদের অধিকার ফিরিয়ে দেওয়ার দাবি জানানো হয়। সমাবেশে হাজারো রোহিঙ্গা নারী পুরুষ অংশ নেন। স্থানীয় প্রশাসন জানায়, পরিস্থিতি স্বাভাবিক রয়েছে এবং আইনশৃঙ্খলা রক্ষায় অতিরিক্ত সদস্য মোতায়েন করা হয়েছে। (706, 589, 935, 710)
story-headline: দাওয়াত না পেয়ে (242, 883, 467, 912)
story-headline: ওয়াসার এমডির ব্যাংক (706, 717, 935, 746)
logo-part-accent: ব (111, 18, 138, 56)
story-headline: অন্ধত্ব দূরীকরণে আরেকধাপ (474, 792, 699, 821)
story-technology (474, 638, 699, 692)
story-govt-rohingya (242, 541, 467, 795)
story-pathology (242, 304, 467, 536)
story-body: সাম হিসেবে আজ মাইক্রো ক্লিনিক চালু করা হয়েছে। চক্ষু চিকিৎসায় আধুনিক প্রযুক্তির ব্যবহার বাড়ানো হচ্ছে। এর ফলে প্রত্যন্ত অঞ্চলের মানুষ বিনামূল্যে চোখের চিকিৎসা পাবেন। অনুষ্ঠানে স্বাস্থ্যমন্ত্রী বলেন, অন্ধত্ব দূরীকরণে সরকার বিভিন্ন কর্মসূচি বাস্তবায়ন করছে। ছানি অপারেশনের সুবিধা আরও বাড়ানো হবে। বিশেষজ্ঞ চিকিৎসকরা উপস্থিত ছিলেন। (474, 824, 699, 879)
story-headline: জ্বালানি তেলের দাম (474, 64, 699, 93)
story-body-continued: বিবাহের অনুষ্ঠানে দাওয়াত না পেয়ে ক্ষুব্ধ হয়ে প্রতিবেশীর বাড়িতে হামলা চালানো হয়। এ ঘটনায় কয়েকজন আহত হন। আহতদের স্থানীয় হাসপাতালে ভর্তি করা হয়েছে। পুলিশ জানায়, ঘটনার পর অভিযুক্তরা পালিয়ে যায়। তাদের গ্রেফতারে অভিযান চলছে। স্থানীয়রা জানান, দীর্ঘদিন ধরে দুই পরিবারের মধ্যে বিরোধ চলে আসছিল। এ ঘটনায় থানায় মামলা দায়ের করা হয়েছে। (242, 982, 467, 1048)
column-2 (242, 64, 467, 1520)
story-fuel-price (474, 64, 699, 152)
